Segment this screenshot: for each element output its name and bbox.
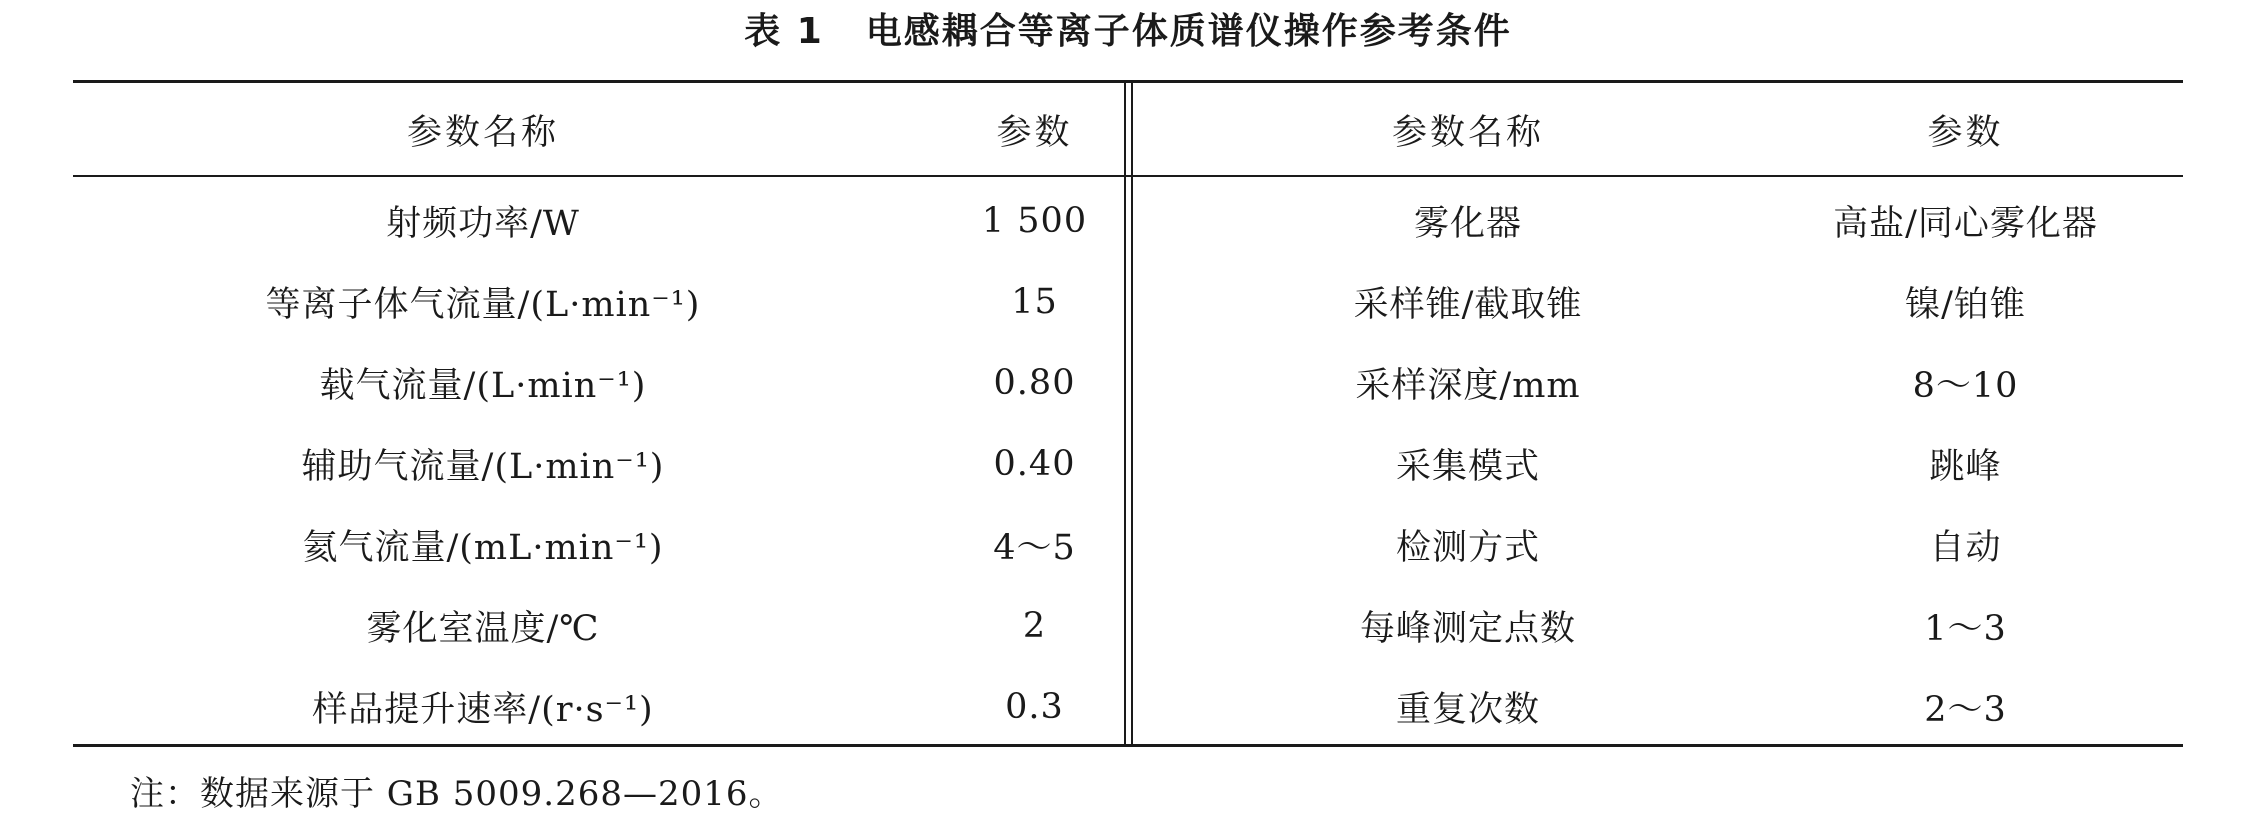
right-param-value: 镍/铂锥 [1905, 284, 2026, 325]
table-caption [0, 8, 2256, 56]
left-param-value: 2 [1022, 605, 1047, 646]
right-param-value: 自动 [1929, 527, 2002, 568]
right-param-name: 采集模式 [1395, 446, 1540, 487]
header-param-value-left: 参数 [996, 113, 1073, 153]
right-param-name: 检测方式 [1395, 527, 1540, 568]
left-param-value: 0.40 [993, 443, 1076, 484]
left-param-name: 样品提升速率/(r·s⁻¹) [312, 689, 654, 730]
left-param-value: 0.80 [993, 362, 1076, 403]
right-param-value: 1～3 [1924, 608, 2007, 649]
left-param-value: 15 [1011, 281, 1058, 322]
right-param-name: 每峰测定点数 [1359, 608, 1576, 649]
left-param-value: 4～5 [993, 527, 1076, 568]
table-footnote: 注：数据来源于 GB 5009.268—2016。 [130, 774, 784, 814]
table-header-row [73, 88, 2183, 172]
left-param-value: 0.3 [1005, 686, 1064, 727]
left-param-name: 载气流量/(L·min⁻¹) [319, 365, 647, 406]
right-param-value: 高盐/同心雾化器 [1833, 203, 2098, 244]
top-rule [73, 80, 2183, 83]
header-rule [73, 175, 2183, 177]
left-param-name: 辅助气流量/(L·min⁻¹) [301, 446, 665, 487]
right-param-name: 采样锥/截取锥 [1353, 284, 1583, 325]
right-param-name: 重复次数 [1395, 689, 1540, 730]
table-title: 电感耦合等离子体质谱仪操作参考条件 [865, 11, 1512, 52]
right-param-value: 2～3 [1924, 689, 2007, 730]
right-param-value: 8～10 [1912, 365, 2019, 406]
left-param-name: 氦气流量/(mL·min⁻¹) [302, 527, 664, 568]
header-param-value-right: 参数 [1927, 113, 2004, 153]
left-param-name: 等离子体气流量/(L·min⁻¹) [265, 284, 701, 325]
header-param-name-right: 参数名称 [1391, 113, 1544, 153]
left-param-name: 射频功率/W [386, 203, 580, 244]
right-param-name: 雾化器 [1413, 203, 1522, 244]
left-param-value: 1 500 [981, 200, 1088, 241]
left-param-name: 雾化室温度/℃ [366, 608, 600, 649]
right-param-name: 采样深度/mm [1355, 365, 1581, 406]
table-body [73, 180, 2183, 747]
header-param-name-left: 参数名称 [406, 113, 559, 153]
table-number: 表 1 [744, 11, 824, 52]
right-param-value: 跳峰 [1929, 446, 2002, 487]
